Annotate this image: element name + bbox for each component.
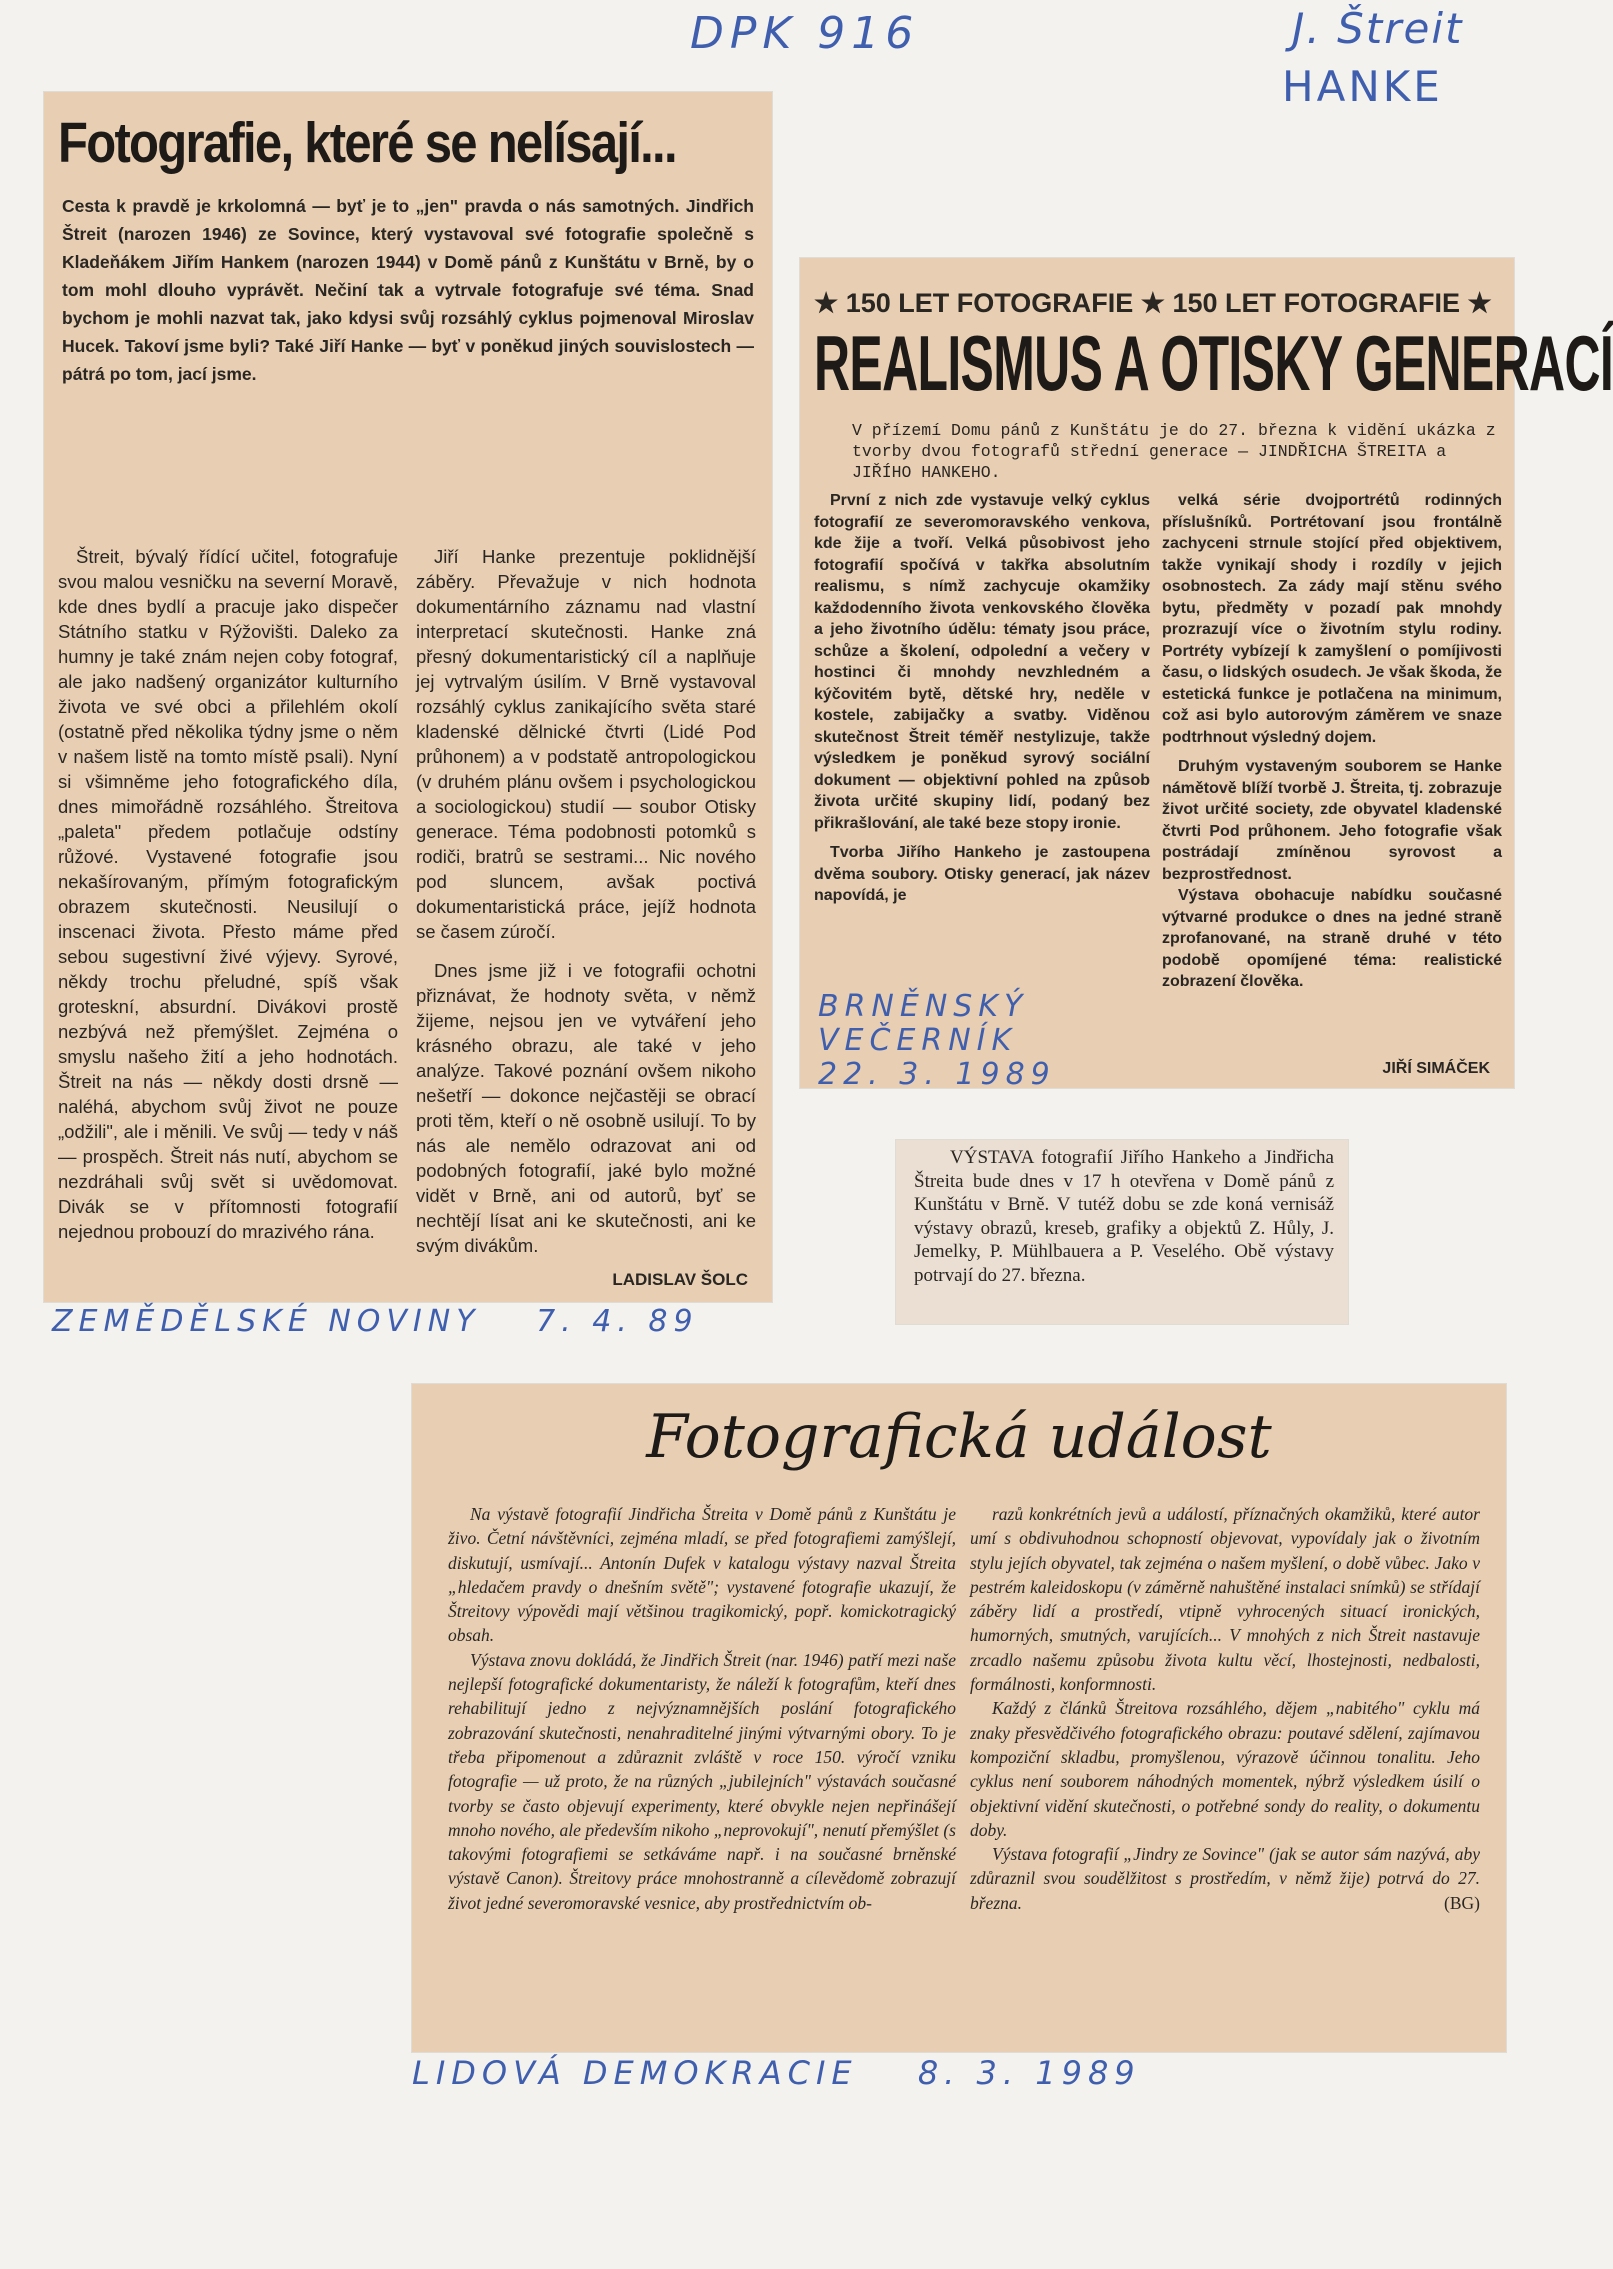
source-name: BRNĚNSKÝ VEČERNÍK xyxy=(818,989,1029,1058)
article-2-signature: JIŘÍ SIMÁČEK xyxy=(1382,1060,1490,1077)
article-2-title: REALISMUS A OTISKY GENERACÍ xyxy=(814,319,1613,407)
paragraph: Výstava znovu dokládá, že Jindřich Štreit (nar. 1946) patří mezi naše nejlepší fotografické dokumentaristy, že náleží k fotografům, kteří dnes rehabilitují jedno z nejvýznamnějších poslání fotografického zobrazování skutečnosti, nenahraditelné jinými výtvarnými obory. To je třeba připomenout a zdůraznit zvláště v roce 150. výročí vzniku fotografie — už proto, že na různých „jubilejních" výstavách současné tvorby se často objevují experimenty, které obvykle nejen nepřinášejí mnoho nového, ale především nikoho „neprovokují", nenutí přemýšlet (s takovými fotografiemi se setkáváme např. i na současné brněnské výstavě Canon). Štreitovy práce mnohostranně a cílevědomě zobrazují život jedné severomoravské vesnice, aby prostřednictvím ob- xyxy=(448,1649,956,1913)
notice-text: VÝSTAVA fotografií Jiřího Hankeho a Jindřicha Štreita bude dnes v 17 h otevřena v Domě pánů z Kunštátu v Brně. V tutéž dobu se zde koná vernisáž výstavy obrazů, kreseb, grafiky a objektů Z. Hůly, J. Jemelky, P. Mühlbauera a P. Veselého. Obě výstavy potrvají do 27. března. xyxy=(914,1147,1334,1286)
paragraph: Štreit, bývalý řídící učitel, fotografuje svou malou vesničku na severní Moravě, kde dnes bydlí a pracuje jako dispečer Státního statku v Rýžovišti. Daleko za humny je také znám nejen coby fotograf, ale jako nadšený organizátor kulturního života ve své obci a přilehlém okolí (ostatně před několika týdny jsme o něm v našem listě na tomto místě psali). Nyní si všimněme jeho fotografického díla, dnes mimořádně rozsáhlého. Štreitova „paleta" předem potlačuje odstíny růžové. Vystavené fotografie jsou nekašírovaným, přímým fotografickým obrazem skutečnosti. Neusilují o inscenaci života. Přesto máme před sebou sugestivní živé výjevy. Syrové, někdy trochu přeludné, spíš však groteskní, absurdní. Divákovi prostě nezbývá než přemýšlet. Zejména o smyslu našeho žití a jeho hodnotách. Štreit na nás — někdy dosti drsně — naléhá, abychom svůj život ne pouze „odžili", ale i měnili. Ve svůj — tedy v náš — prospěch. Štreit nás nutí, abychom se nezdráhali svůj svět si uvědomovat. Divák se v přítomnosti fotografií nejednou probouzí do mrazivého rána. xyxy=(58,546,398,1242)
author-note-streit: J. Štreit xyxy=(1292,4,1464,53)
paragraph: První z nich zde vystavuje velký cyklus fotografií ze severomoravského venkova, kde žije a tvoří. Velká působivost jeho fotografií spočívá v takřka absolutním realismu, s nímž zachycuje okamžiky každodenního života venkovského člověka a jeho životního údělu: tématy jsou práce, schůze a školení, odpolední a večery v hostinci či mnohdy nevzhledném a kýčovitém bytě, dětské hry, neděle v kostele, zabijačky a svatby. Viděnou skutečnost Štreit téměř nestylizuje, takže výsledkem je poněkud syrový sociální dokument — objektivní pohled na způsob života určité skupiny lidí, podaný bez přikrašlování, ale také beze stopy ironie. xyxy=(814,492,1150,832)
article-fotograficka-udalost xyxy=(412,1384,1506,2052)
article-3-signature: (BG) xyxy=(1444,1892,1480,1913)
article-fotografie-ktere-se-nelisaji xyxy=(44,92,772,1302)
article-1-column-2 xyxy=(416,544,756,1258)
paragraph: Dnes jsme již i ve fotografii ochotni přiznávat, že hodnoty světa, v němž žijeme, nejsou jen ve vytváření jeho krásného obrazu, ale také v jeho analýze. Takové poznání ovšem nikoho nešetří — dokonce nejčastěji se obrací proti těm, kteří o ně osobně usilují. To by nás ale nemělo odrazovat ani od podobných fotografií, jaké bylo možné vidět v Brně, ani od autorů, byť se nechtějí lísat ani ke skutečnosti, ani ke svým divákům. xyxy=(416,960,756,1256)
article-2-lede: V přízemí Domu pánů z Kunštátu je do 27. března k vidění ukázka z tvorby dvou fotografů střední generace — JINDŘICHA ŠTREITA a JIŘÍHO HANKEHO. xyxy=(852,421,1496,482)
article-realismus-a-otisky-generaci xyxy=(800,258,1613,1088)
source-name: ZEMĚDĚLSKÉ NOVINY xyxy=(52,1304,481,1339)
article-2-kicker: ★ 150 LET FOTOGRAFIE ★ 150 LET FOTOGRAFIE ★ xyxy=(814,288,1492,318)
article-3-column-1 xyxy=(448,1502,956,1915)
paragraph: Každý z článků Štreitova rozsáhlého, dějem „nabitého" cyklu má znaky přesvědčivého fotografického obrazu: poutavé sdělení, zajímavou kompoziční skladbu, promyšlenou, výrazově účinnou tonalitu. Jeho cyklus není souborem náhodných momentek, nýbrž výsledkem úsilí o objektivní vidění skutečnosti, o potřebné sondy do reality, o dokumentu doby. xyxy=(970,1698,1480,1840)
article-2-column-1 xyxy=(814,490,1150,907)
article-1-column-1 xyxy=(58,544,398,1244)
author-note-hanke: HANKE xyxy=(1282,62,1443,111)
article-3-title: Fotografická událost xyxy=(646,1402,1272,1472)
paragraph: Výstava obohacuje nabídku současné výtvarné produkce o dnes na jedné straně zprofanované, na straně druhé v této podobě opomíjené téma: realistické zobrazení člověka. xyxy=(1162,887,1502,990)
source-name: LIDOVÁ DEMOKRACIE xyxy=(412,2054,858,2092)
paragraph-text: Výstava fotografií „Jindry ze Sovince" (jak se autor sám nazývá, aby zdůraznil svou soudělžitost s prostředím, v němž žije) potrvá do 27. března. xyxy=(970,1844,1480,1913)
paragraph: Druhým vystaveným souborem se Hanke námětově blíží tvorbě J. Štreita, tj. zobrazuje život určité society, zde obyvatel kladenské čtvrti Pod průhonem. Jeho fotografie však postrádají zmíněnou syrovost a bezprostřednost. xyxy=(1162,758,1502,883)
notice-vystava xyxy=(896,1140,1348,1324)
source-brnensky-vecernik xyxy=(818,990,1058,1092)
paragraph: Jiří Hanke prezentuje poklidnější záběry. Převažuje v nich hodnota dokumentárního záznamu nad vlastní interpretací skutečnosti. Hanke zná přesný dokumentaristický cíl a naplňuje jej vytrvalým úsilím. V Brně vystavoval rozsáhlý cyklus zanikajícího světa staré kladenské dělnické čtvrti (Lidé Pod průhonem) a v podstatě antropologickou (v druhém plánu ovšem i psychologickou a sociologickou) studií — soubor Otisky generace. Téma podobnosti potomků s rodiči, bratrů se sestrami... Nic nového pod sluncem, avšak poctivá dokumentaristická práce, jejíž hodnota se časem zúročí. xyxy=(416,546,756,942)
source-lidova-demokracie xyxy=(412,2054,1141,2092)
article-1-lede: Cesta k pravdě je krkolomná — byť je to „jen" pravda o nás samotných. Jindřich Štreit (narozen 1946) ze Sovince, který vystavoval své fotografie společně s Kladeňákem Jiřím Hankem (narozen 1944) v Domě pánů z Kunštátu v Brně, by o tom mohl dlouho vyprávět. Nečiní tak a vytrvale fotografuje své téma. Snad bychom je mohli nazvat tak, jako kdysi svůj rozsáhlý cyklus pojmenoval Miroslav Hucek. Takoví jsme byli? Také Jiří Hanke — byť v poněkud jiných souvislostech — pátrá po tom, jací jsme. xyxy=(62,196,754,384)
paragraph: Na výstavě fotografií Jindřicha Štreita v Domě pánů z Kunštátu je živo. Četní návštěvníci, zejména mladí, se před fotografiemi zamýšlejí, diskutují, usmívají... Antonín Dufek v katalogu výstavy nazval Štreita „hledačem pravdy o dnešním světě"; vystavené fotografie ukazují, že Štreitovy výpovědi mají většinou tragikomický, popř. komickotragický obsah. xyxy=(448,1504,956,1646)
article-1-signature: LADISLAV ŠOLC xyxy=(612,1270,748,1289)
source-date: 22. 3. 1989 xyxy=(818,1057,1056,1092)
article-1-title: Fotografie, které se nelísají... xyxy=(58,111,676,175)
paragraph: razů konkrétních jevů a událostí, příznačných okamžiků, které autor umí s obdivuhodnou schopností objevovat, vypovídaly jak o životním stylu jejích obyvatel, tak zejména o našem myšlení, o době vůbec. Jako v pestrém kaleidoskopu (v záměrně nahuštěné instalaci snímků) se střídají záběry lidí a prostředí, vtipně vyhrocených situací ironických, humorných, smutných, varujících... V mnohých z nich Štreit nastavuje zrcadlo našemu způsobu života kultu věcí, lhostejnosti, nedbalosti, formálnosti, konformnosti. xyxy=(970,1504,1480,1695)
article-3-column-2 xyxy=(970,1502,1480,1915)
paragraph: velká série dvojportrétů rodinných příslušníků. Portrétovaní jsou frontálně zachyceni strnule stojící před objektivem, takže vynikají shody i rozdíly v jejich osobnostech. Za zády mají stěnu svého bytu, předměty v pozadí pak mnohdy prozrazují více o životním stylu rodiny. Portréty vybízejí k zamyšlení o pomíjivosti času, o lidských osudech. Je však škoda, že estetická funkce je potlačena na minimum, což asi bylo autorovým záměrem ve snaze podtrhnout výsledný dojem. xyxy=(1162,492,1502,746)
article-2-column-2 xyxy=(1162,490,1502,993)
archive-code-note: DPK 916 xyxy=(690,8,920,59)
source-date: 7. 4. 89 xyxy=(536,1304,699,1339)
source-date: 8. 3. 1989 xyxy=(917,2054,1141,2092)
paragraph xyxy=(970,1842,1480,1915)
paragraph: Tvorba Jiřího Hankeho je zastoupena dvěma soubory. Otisky generací, jak název napovídá, je xyxy=(814,844,1150,904)
source-zemedelske-noviny xyxy=(52,1304,699,1339)
